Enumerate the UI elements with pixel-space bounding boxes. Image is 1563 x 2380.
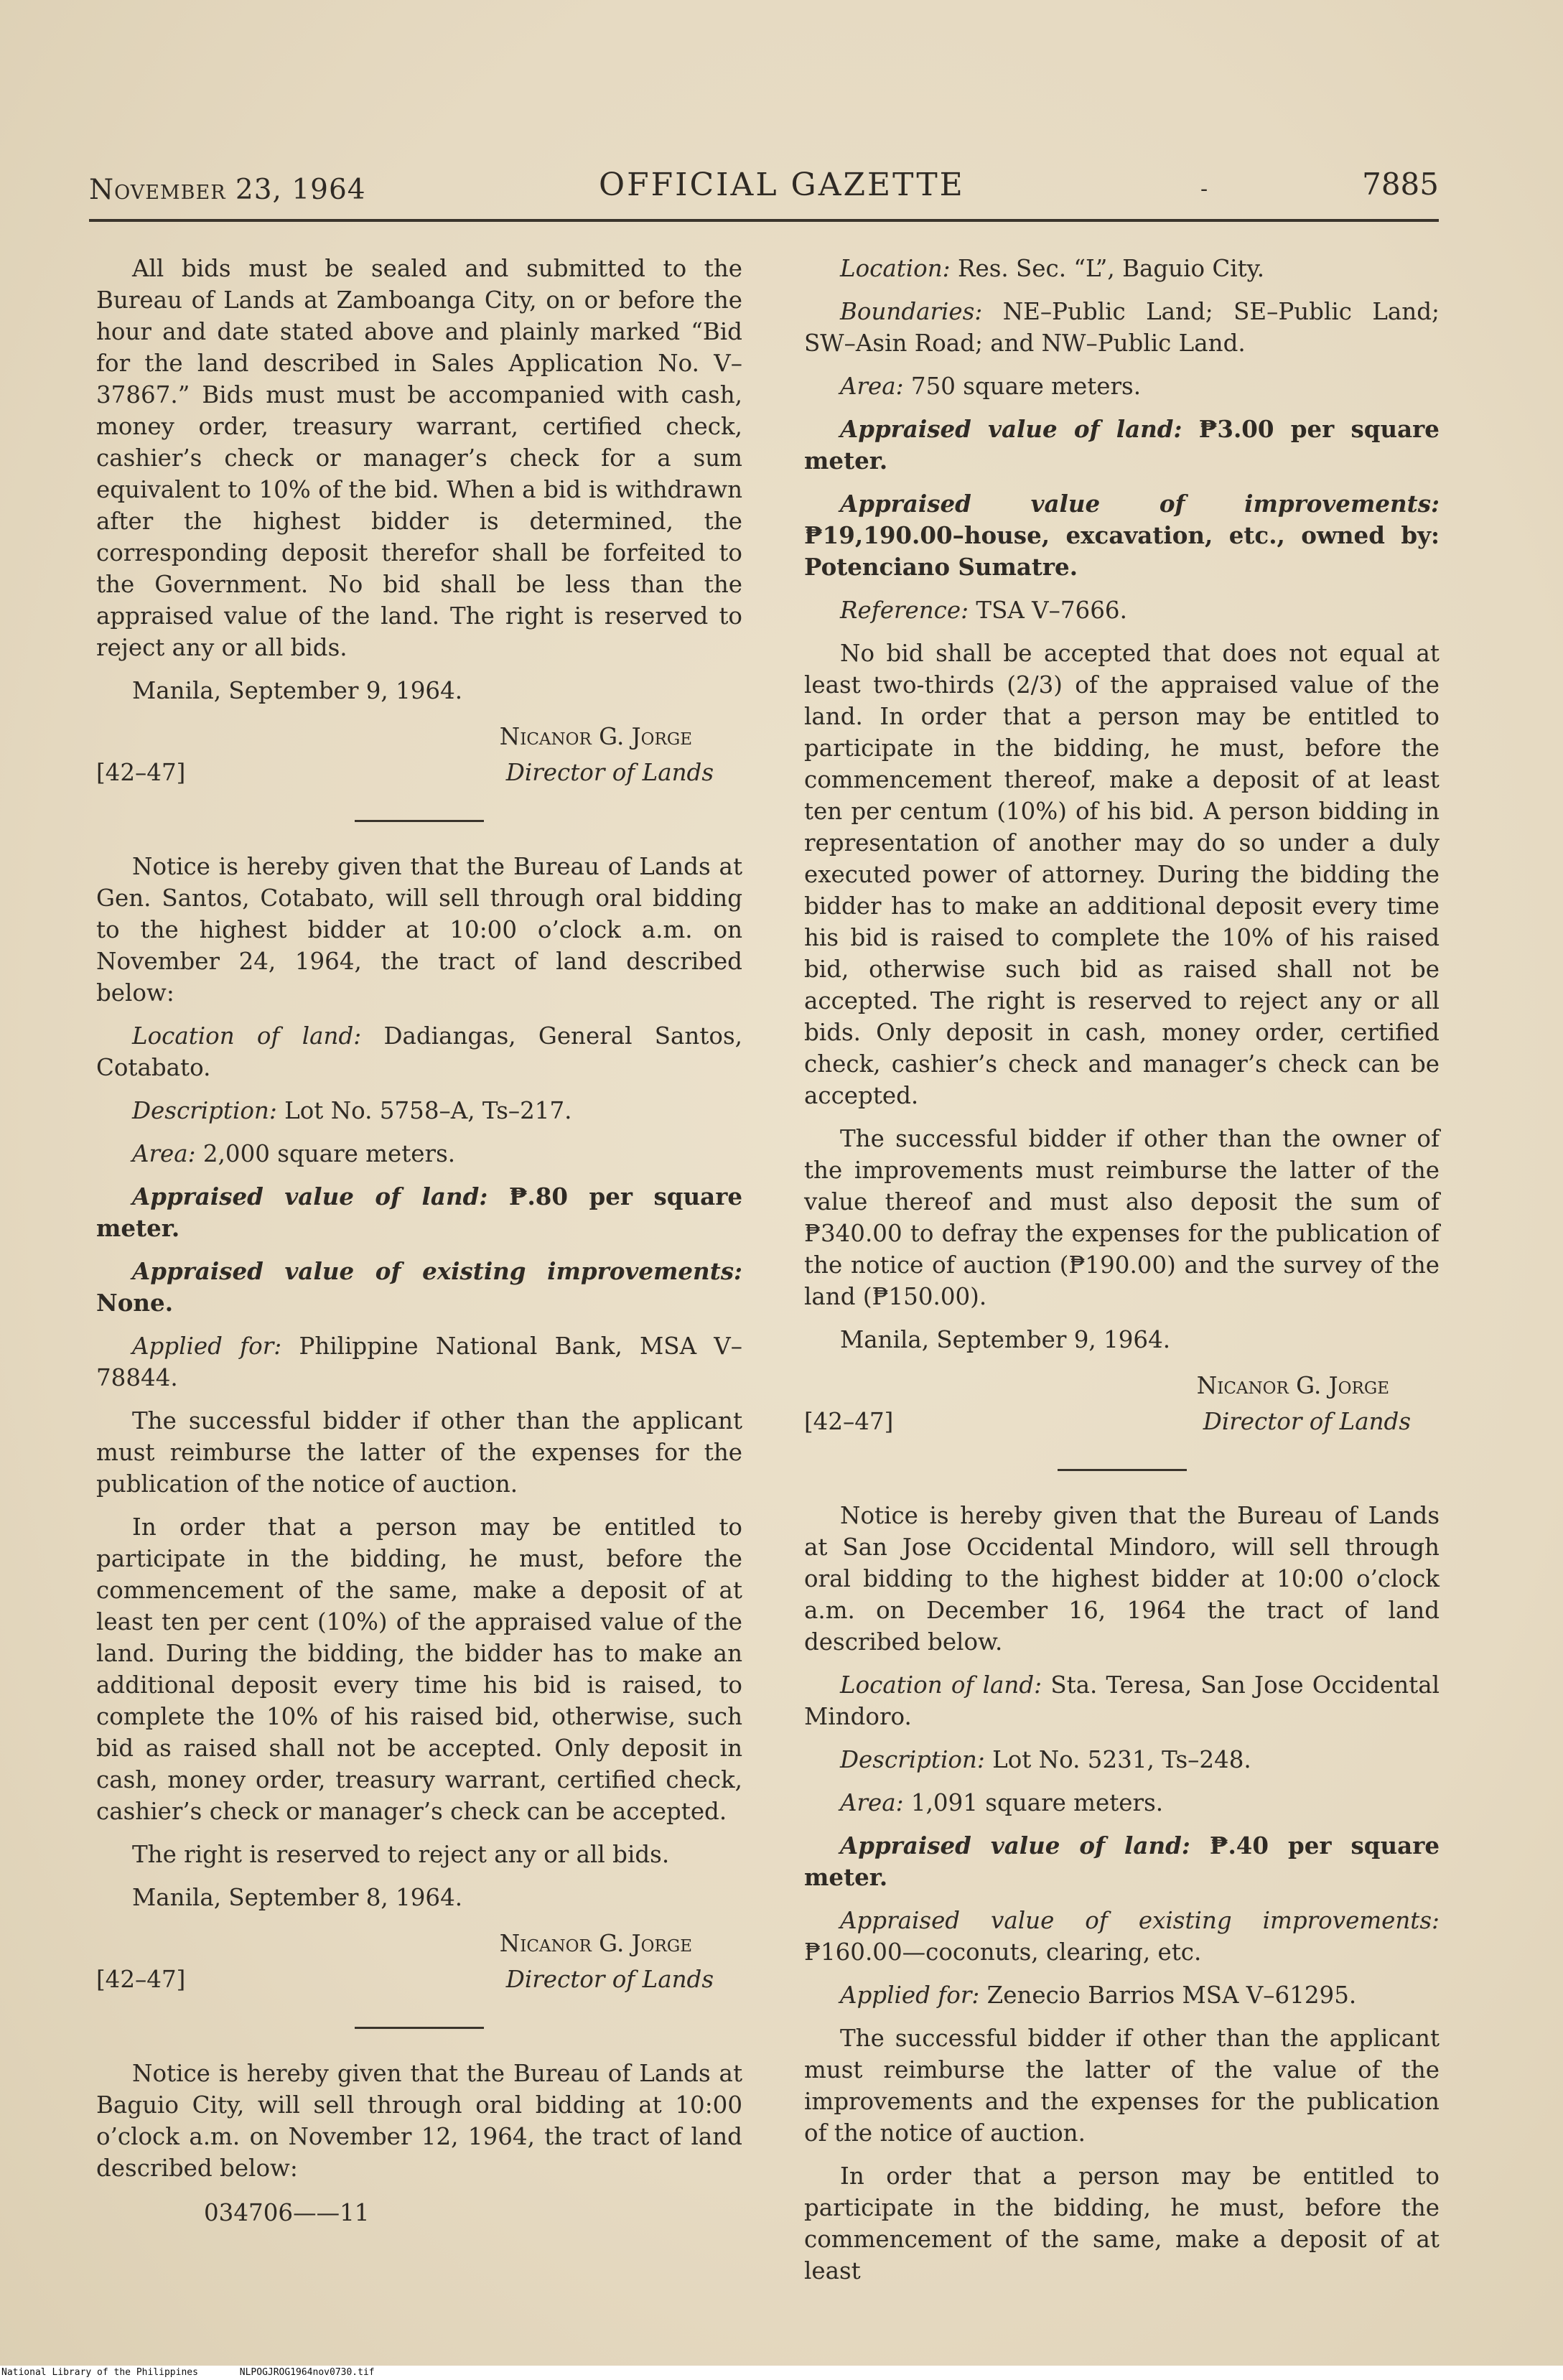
field-value: 2,000 square meters. [202, 1140, 456, 1167]
header-dash: - [1200, 177, 1208, 202]
notice-intro: Notice is hereby given that the Bureau of Lands at San Jose Occidental Mindoro, will sell through oral bidding to the highest bidder at 10:00 o’clock a.m. on December 16, 1964 the tract of land described below. [804, 1502, 1440, 1656]
field-label: Applied for: [132, 1333, 282, 1360]
field-appraised-improvements [804, 1905, 1440, 1968]
field-value: Philippine National Bank, MSA V–78844. [96, 1333, 742, 1391]
field-label: Reference: [840, 597, 969, 624]
body-paragraph: The successful bidder if other than the applicant must reimburse the latter of the expenses for the publication of the notice of auction. [96, 1407, 742, 1498]
field-area [804, 370, 1440, 402]
field-applied-for [804, 1979, 1440, 2011]
field-value: NE–Public Land; SE–Public Land; SW–Asin Road; and NW–Public Land. [804, 298, 1440, 357]
signature-block [96, 1928, 742, 2005]
header-rule [89, 219, 1439, 222]
issue-reference: [42–47] [804, 1408, 894, 1435]
field-value: 750 square meters. [910, 373, 1142, 400]
print-number: 034706——11 [204, 2199, 370, 2226]
field-appraised-improvements [804, 488, 1440, 583]
dated-line: Manila, September 9, 1964. [840, 1326, 1171, 1353]
signatory-title: Director of Lands [505, 759, 714, 786]
dated-line: Manila, September 8, 1964. [132, 1884, 463, 1911]
left-column [96, 253, 742, 2229]
field-appraised-land [804, 414, 1440, 477]
field-description [96, 1095, 742, 1126]
field-value: 1,091 square meters. [910, 1789, 1164, 1816]
body-paragraph: No bid shall be accepted that does not equal at least two-thirds (2/3) of the appraised value of the land. In order that a person may be entitled to participate in the bidding, he must, before the commencement thereof, make a deposit of at least ten per centum (10%) of his bid. A person bidding in representation of another may do so under a duly executed power of attorney. During the bidding the bidder has to make an additional deposit every time his bid is raised to complete the 10% of his raised bid, otherwise such bid as raised shall not be accepted. The right is reserved to reject any or all bids. Only deposit in cash, money order, certified check, cashier’s check and manager’s check can be accepted. [804, 640, 1440, 1109]
field-label: Boundaries: [840, 298, 983, 325]
body-paragraph: In order that a person may be entitled to participate in the bidding, he must, before the commencement of the same, make a deposit of at least ten per cent (10%) of the appraised value of the land. During the bidding, the bidder has to make an additional deposit every time his bid is raised, to complete the 10% of his raised bid, otherwise, such bid as raised shall not be accepted. Only deposit in cash, money order, treasury warrant, certified check, cashier’s check or manager’s check can be accepted. [96, 1513, 742, 1825]
page-header [89, 167, 1439, 217]
field-value: Lot No. 5231, Ts–248. [992, 1746, 1251, 1773]
issue-reference: [42–47] [96, 759, 186, 786]
field-label: Area: [840, 1789, 904, 1816]
field-reference [804, 594, 1440, 626]
body-paragraph: The right is reserved to reject any or all bids. [132, 1841, 670, 1868]
field-label: Area: [840, 373, 904, 400]
header-page-number: 7885 [1362, 167, 1439, 202]
field-location [804, 253, 1440, 284]
field-location [804, 1669, 1440, 1732]
field-applied-for [96, 1330, 742, 1394]
field-area [804, 1787, 1440, 1819]
field-label: Description: [132, 1097, 277, 1124]
field-label: Appraised value of existing improvements: [132, 1257, 742, 1285]
signatory-title: Director of Lands [1203, 1408, 1411, 1435]
field-label: Appraised value of land: [132, 1182, 488, 1210]
issue-reference: [42–47] [96, 1966, 186, 1993]
header-title: OFFICIAL GAZETTE [599, 167, 965, 203]
body-paragraph: In order that a person may be entitled to participate in the bidding, he must, before the commencement of the same, make a deposit of at least [804, 2162, 1440, 2285]
notice-intro: Notice is hereby given that the Bureau of Lands at Gen. Santos, Cotabato, will sell through oral bidding to the highest bidder at 10:00 o’clock a.m. on November 24, 1964, the tract of land described below: [96, 853, 742, 1007]
signature-block [804, 1370, 1440, 1447]
section-separator [1058, 1469, 1187, 1471]
field-label: Appraised value of existing improvements: [840, 1907, 1440, 1934]
field-value: Res. Sec. “L”, Baguio City. [957, 255, 1265, 282]
field-label: Area: [132, 1140, 196, 1167]
field-value: ₱160.00—coconuts, clearing, etc. [804, 1938, 1202, 1966]
field-label: Appraised value of land: [840, 415, 1182, 443]
field-appraised-improvements [96, 1256, 742, 1319]
section-separator [355, 2027, 484, 2029]
field-label: Applied for: [840, 1982, 980, 2009]
field-value: ₱.40 per square meter. [804, 1831, 1440, 1891]
field-label: Location of land: [840, 1671, 1042, 1699]
notice-intro: Notice is hereby given that the Bureau of Lands at Baguio City, will sell through oral bidding at 10:00 o’clock a.m. on November 12, 1964, the tract of land described below: [96, 2060, 742, 2182]
scan-footer [0, 2366, 1563, 2380]
field-value: Dadiangas, General Santos, Cotabato. [96, 1022, 742, 1081]
field-description [804, 1744, 1440, 1775]
library-credit: National Library of the Philippines [1, 2367, 198, 2378]
signatory-name: Nicanor G. Jorge [1196, 1372, 1389, 1399]
body-paragraph: The successful bidder if other than the applicant must reimburse the latter of the value of the improvements and the expenses for the publication of the notice of auction. [804, 2025, 1440, 2147]
section-separator [355, 820, 484, 822]
header-date: November 23, 1964 [89, 174, 366, 206]
field-boundaries [804, 296, 1440, 359]
field-value: ₱3.00 per square meter. [804, 415, 1440, 475]
field-value: Lot No. 5758–A, Ts–217. [284, 1097, 572, 1124]
intro-paragraph: All bids must be sealed and submitted to the Bureau of Lands at Zamboanga City, on or before the hour and date stated above and plainly marked “Bid for the land described in Sales Application No. V–37867.” Bids must must be accompanied with cash, money order, treasury warrant, certified check, cashier’s check or manager’s check for a sum equivalent to 10% of the bid. When a bid is withdrawn after the highest bidder is determined, the corresponding deposit therefor shall be forfeited to the Government. No bid shall be less than the appraised value of the land. The right is reserved to reject any or all bids. [96, 255, 742, 661]
signatory-name: Nicanor G. Jorge [499, 723, 692, 750]
field-value: Sta. Teresa, San Jose Occidental Mindoro. [804, 1671, 1440, 1730]
field-value: TSA V–7666. [976, 597, 1127, 624]
signatory-title: Director of Lands [505, 1966, 714, 1993]
dated-line: Manila, September 9, 1964. [132, 677, 463, 704]
field-value: Zenecio Barrios MSA V–61295. [986, 1982, 1357, 2009]
field-label: Location: [840, 255, 951, 282]
field-label: Location of land: [132, 1022, 362, 1050]
field-appraised-land [804, 1830, 1440, 1893]
scan-filename: NLPOGJROG1964nov0730.tif [239, 2367, 375, 2378]
field-value: ₱.80 per square meter. [96, 1182, 742, 1242]
field-appraised-land [96, 1181, 742, 1244]
field-value: ₱19,190.00–house, excavation, etc., owned by: Potenciano Sumatre. [804, 521, 1440, 581]
body-paragraph: The successful bidder if other than the owner of the improvements must reimburse the latter of the value thereof and must also deposit the sum of ₱340.00 to defray the expenses for the publication of the notice of auction (₱190.00) and the survey of the land (₱150.00). [804, 1125, 1440, 1310]
field-label: Appraised value of land: [840, 1831, 1190, 1859]
field-area [96, 1138, 742, 1170]
field-value: None. [96, 1289, 174, 1317]
field-label: Appraised value of improvements: [840, 490, 1440, 518]
signature-block [96, 721, 742, 798]
field-location [96, 1020, 742, 1083]
field-label: Description: [840, 1746, 985, 1773]
right-column [804, 253, 1440, 2298]
signatory-name: Nicanor G. Jorge [499, 1930, 692, 1957]
